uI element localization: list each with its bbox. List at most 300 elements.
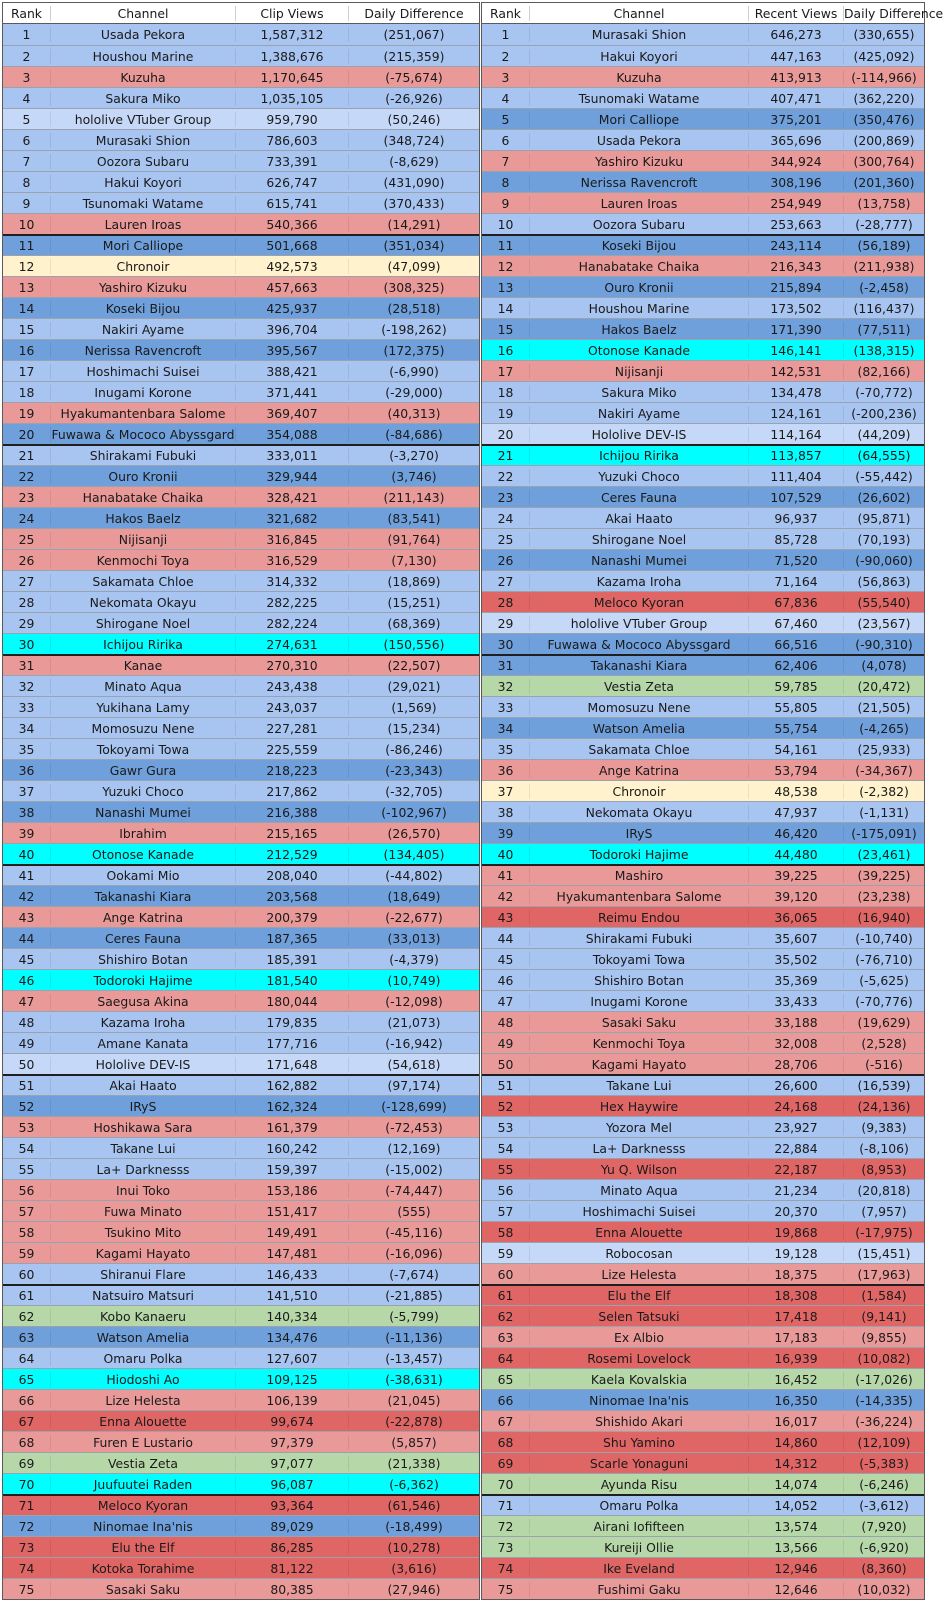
channel-cell: Minato Aqua [50,679,235,694]
views-cell: 733,391 [235,154,348,169]
table-row [3,1368,479,1389]
daily-difference-cell: (-18,499) [348,1519,479,1534]
rank-cell: 28 [18,594,35,610]
rank-cell: 43 [497,909,514,925]
daily-difference-cell: (-75,674) [348,70,479,85]
daily-difference-cell: (348,724) [348,133,479,148]
daily-difference-cell: (18,869) [348,574,479,589]
table-row [3,381,479,402]
rank-cell: 21 [497,448,514,463]
table-row [482,234,924,255]
table-row [482,696,924,717]
channel-cell: Murasaki Shion [529,27,748,42]
rank-cell: 29 [497,615,514,631]
channel-cell: Kenmochi Toya [529,1036,748,1051]
views-cell: 66,516 [748,637,843,652]
views-cell: 185,391 [235,952,348,967]
daily-difference-cell: (7,957) [843,1204,924,1219]
views-cell: 53,794 [748,763,843,778]
views-cell: 62,406 [748,658,843,673]
daily-difference-cell: (-2,382) [843,784,924,799]
channel-cell: Lize Helesta [529,1267,748,1282]
channel-cell: Ex Albio [529,1330,748,1345]
table-row [3,1347,479,1368]
rank-cell: 69 [497,1455,514,1471]
views-cell: 153,186 [235,1183,348,1198]
views-cell: 134,478 [748,385,843,400]
table-row [3,1158,479,1179]
views-cell: 14,860 [748,1435,843,1450]
table-body [3,24,479,1599]
rank-cell: 52 [497,1098,514,1114]
table-row [3,759,479,780]
views-cell: 28,706 [748,1057,843,1072]
table-row [3,402,479,423]
table-row [3,1557,479,1578]
header-rank: Rank [11,5,42,21]
daily-difference-cell: (308,325) [348,280,479,295]
views-cell: 44,480 [748,847,843,862]
daily-difference-cell: (-102,967) [348,805,479,820]
channel-cell: Nakiri Ayame [50,322,235,337]
views-cell: 369,407 [235,406,348,421]
views-cell: 501,668 [235,238,348,253]
views-cell: 179,835 [235,1015,348,1030]
table-row [3,192,479,213]
views-cell: 308,196 [748,175,843,190]
table-row [482,24,924,45]
rank-cell: 59 [497,1245,514,1261]
daily-difference-cell: (5,857) [348,1435,479,1450]
rank-cell: 58 [18,1224,35,1240]
daily-difference-cell: (26,570) [348,826,479,841]
table-row [3,1263,479,1284]
daily-difference-cell: (425,092) [843,49,924,64]
views-cell: 142,531 [748,364,843,379]
rank-cell: 22 [18,468,35,484]
table-row [3,1074,479,1095]
daily-difference-cell: (172,375) [348,343,479,358]
daily-difference-cell: (26,602) [843,490,924,505]
rank-cell: 57 [497,1203,514,1219]
daily-difference-cell: (-23,343) [348,763,479,778]
table-row [482,192,924,213]
table-row [482,45,924,66]
daily-difference-cell: (20,472) [843,679,924,694]
table-row [482,927,924,948]
views-cell: 19,128 [748,1246,843,1261]
daily-difference-cell: (95,871) [843,511,924,526]
channel-cell: Takane Lui [50,1141,235,1156]
daily-difference-cell: (64,555) [843,448,924,463]
rank-cell: 71 [18,1498,35,1513]
table-row [482,885,924,906]
views-cell: 22,187 [748,1162,843,1177]
channel-cell: Yashiro Kizuku [529,154,748,169]
channel-cell: Ange Katrina [529,763,748,778]
daily-difference-cell: (-70,776) [843,994,924,1009]
channel-cell: Kagami Hayato [529,1057,748,1072]
table-row [3,1032,479,1053]
table-row [3,1137,479,1158]
views-cell: 173,502 [748,301,843,316]
rank-cell: 46 [18,972,35,988]
daily-difference-cell: (-175,091) [843,826,924,841]
daily-difference-cell: (39,225) [843,868,924,883]
channel-cell: IRyS [529,826,748,841]
views-cell: 18,375 [748,1267,843,1282]
daily-difference-cell: (17,963) [843,1267,924,1282]
table-row [3,24,479,45]
daily-difference-cell: (-17,026) [843,1372,924,1387]
channel-cell: Shirakami Fubuki [529,931,748,946]
table-row [482,633,924,654]
views-cell: 107,529 [748,490,843,505]
daily-difference-cell: (10,032) [843,1582,924,1597]
daily-difference-cell: (61,546) [348,1498,479,1513]
table-row [482,402,924,423]
daily-difference-cell: (-72,453) [348,1120,479,1135]
daily-difference-cell: (-29,000) [348,385,479,400]
views-cell: 85,728 [748,532,843,547]
rank-cell: 3 [22,69,31,85]
views-cell: 180,044 [235,994,348,1009]
daily-difference-cell: (15,451) [843,1246,924,1261]
rank-cell: 11 [497,238,514,253]
table-row [482,108,924,129]
table-row [3,927,479,948]
views-cell: 36,065 [748,910,843,925]
rank-cell: 53 [18,1119,35,1135]
channel-cell: Yuzuki Choco [50,784,235,799]
table-row [482,1263,924,1284]
channel-cell: Tokoyami Towa [50,742,235,757]
views-cell: 59,785 [748,679,843,694]
channel-cell: Nijisanji [50,532,235,547]
table-row [3,1242,479,1263]
rank-cell: 40 [18,846,35,862]
views-cell: 329,944 [235,469,348,484]
daily-difference-cell: (251,067) [348,27,479,42]
channel-cell: Ceres Fauna [50,931,235,946]
daily-difference-cell: (-38,631) [348,1372,479,1387]
daily-difference-cell: (-1,131) [843,805,924,820]
table-row [482,1410,924,1431]
views-cell: 12,946 [748,1561,843,1576]
table-row [482,675,924,696]
table-row [3,738,479,759]
rank-cell: 10 [18,216,35,232]
channel-cell: Enna Alouette [529,1225,748,1240]
channel-cell: Ookami Mio [50,868,235,883]
views-cell: 26,600 [748,1078,843,1093]
channel-cell: Chronoir [50,259,235,274]
views-cell: 113,857 [748,448,843,463]
table-row [482,423,924,444]
views-cell: 16,939 [748,1351,843,1366]
channel-cell: Airani Iofifteen [529,1519,748,1534]
views-cell: 81,122 [235,1561,348,1576]
views-cell: 55,754 [748,721,843,736]
daily-difference-cell: (24,136) [843,1099,924,1114]
channel-cell: Sakura Miko [50,91,235,106]
views-cell: 371,441 [235,385,348,400]
channel-cell: Ouro Kronii [50,469,235,484]
daily-difference-cell: (40,313) [348,406,479,421]
table-row [482,1284,924,1305]
rank-cell: 37 [497,783,514,799]
rank-cell: 64 [497,1350,514,1366]
table-row [3,1116,479,1137]
rank-cell: 13 [18,279,35,295]
daily-difference-cell: (-3,270) [348,448,479,463]
views-cell: 328,421 [235,490,348,505]
table-row [3,1431,479,1452]
table-row [482,570,924,591]
table-row [482,213,924,234]
daily-difference-cell: (21,045) [348,1393,479,1408]
rank-cell: 17 [18,363,35,379]
rank-cell: 25 [18,531,35,547]
table-row [482,1326,924,1347]
channel-cell: Hakos Baelz [529,322,748,337]
rank-cell: 3 [501,69,510,85]
channel-cell: Hakui Koyori [529,49,748,64]
rank-cell: 69 [18,1455,35,1471]
views-cell: 187,365 [235,931,348,946]
rank-cell: 12 [497,258,514,274]
rank-cell: 25 [497,531,514,547]
daily-difference-cell: (-74,447) [348,1183,479,1198]
daily-difference-cell: (-5,625) [843,973,924,988]
daily-difference-cell: (-32,705) [348,784,479,799]
table-row [3,696,479,717]
views-cell: 203,568 [235,889,348,904]
rank-cell: 47 [497,993,514,1009]
rank-cell: 15 [497,321,514,337]
daily-difference-cell: (-10,740) [843,931,924,946]
views-cell: 321,682 [235,511,348,526]
views-cell: 274,631 [235,637,348,652]
table-row [482,1011,924,1032]
rank-cell: 6 [501,132,510,148]
rank-cell: 1 [501,27,510,42]
daily-difference-cell: (-4,265) [843,721,924,736]
channel-cell: Hoshimachi Suisei [50,364,235,379]
views-cell: 134,476 [235,1330,348,1345]
rank-cell: 33 [18,699,35,715]
channel-cell: Ichijou Ririka [50,637,235,652]
table-row [482,1053,924,1074]
daily-difference-cell: (-90,060) [843,553,924,568]
views-cell: 13,574 [748,1519,843,1534]
table-row [482,1221,924,1242]
views-cell: 171,648 [235,1057,348,1072]
channel-cell: Nijisanji [529,364,748,379]
channel-cell: Robocosan [529,1246,748,1261]
views-cell: 254,949 [748,196,843,211]
channel-cell: Kuzuha [50,70,235,85]
views-cell: 20,370 [748,1204,843,1219]
daily-difference-cell: (15,234) [348,721,479,736]
daily-difference-cell: (3,746) [348,469,479,484]
channel-cell: Nekomata Okayu [50,595,235,610]
channel-cell: Ichijou Ririka [529,448,748,463]
rank-cell: 61 [497,1288,514,1303]
views-cell: 396,704 [235,322,348,337]
table-row [482,87,924,108]
channel-cell: Inui Toko [50,1183,235,1198]
daily-difference-cell: (16,940) [843,910,924,925]
rank-cell: 26 [18,552,35,568]
rank-cell: 73 [18,1539,35,1555]
views-cell: 46,420 [748,826,843,841]
views-cell: 413,913 [748,70,843,85]
views-cell: 200,379 [235,910,348,925]
daily-difference-cell: (-8,106) [843,1141,924,1156]
daily-difference-cell: (22,507) [348,658,479,673]
table-row [482,381,924,402]
views-cell: 181,540 [235,973,348,988]
header-recent-views: Recent Views [748,6,843,21]
channel-cell: Hololive DEV-IS [50,1057,235,1072]
rank-cell: 55 [497,1161,514,1177]
table-row [3,1200,479,1221]
daily-difference-cell: (150,556) [348,637,479,652]
daily-difference-cell: (-15,002) [348,1162,479,1177]
table-row [3,1095,479,1116]
table-header [482,3,943,24]
channel-cell: Ceres Fauna [529,490,748,505]
channel-cell: Minato Aqua [529,1183,748,1198]
views-cell: 14,312 [748,1456,843,1471]
table-row [482,948,924,969]
channel-cell: Enna Alouette [50,1414,235,1429]
rank-cell: 45 [18,951,35,967]
rank-cell: 20 [497,426,514,442]
channel-cell: Hoshikawa Sara [50,1120,235,1135]
channel-cell: Inugami Korone [50,385,235,400]
daily-difference-cell: (77,511) [843,322,924,337]
rank-cell: 10 [497,216,514,232]
channel-cell: Murasaki Shion [50,133,235,148]
views-cell: 243,114 [748,238,843,253]
rank-cell: 16 [497,342,514,358]
channel-cell: Vestia Zeta [529,679,748,694]
daily-difference-cell: (44,209) [843,427,924,442]
rank-cell: 32 [18,678,35,694]
channel-cell: Nerissa Ravencroft [529,175,748,190]
table-row [482,654,924,675]
channel-cell: La+ Darknesss [50,1162,235,1177]
table-row [3,66,479,87]
views-cell: 35,607 [748,931,843,946]
daily-difference-cell: (83,541) [348,511,479,526]
table-row [482,801,924,822]
channel-cell: IRyS [50,1099,235,1114]
channel-cell: Houshou Marine [529,301,748,316]
views-cell: 626,747 [235,175,348,190]
rank-cell: 54 [18,1140,35,1156]
table-row [3,444,479,465]
table-row [482,990,924,1011]
views-cell: 786,603 [235,133,348,148]
daily-difference-cell: (56,863) [843,574,924,589]
table-header [3,3,479,24]
daily-difference-cell: (-128,699) [348,1099,479,1114]
table-row [482,843,924,864]
daily-difference-cell: (-4,379) [348,952,479,967]
table-row [482,1368,924,1389]
views-cell: 21,234 [748,1183,843,1198]
table-row [3,654,479,675]
rank-cell: 37 [18,783,35,799]
rank-cell: 42 [497,888,514,904]
channel-cell: Ibrahim [50,826,235,841]
daily-difference-cell: (-45,116) [348,1225,479,1240]
views-cell: 18,308 [748,1288,843,1303]
views-cell: 89,029 [235,1519,348,1534]
table-row [3,1578,479,1599]
rank-cell: 70 [497,1476,514,1492]
views-cell: 208,040 [235,868,348,883]
rank-cell: 65 [18,1371,35,1387]
daily-difference-cell: (-114,966) [843,70,924,85]
table-row [3,1536,479,1557]
table-row [3,843,479,864]
views-cell: 216,388 [235,805,348,820]
daily-difference-cell: (3,616) [348,1561,479,1576]
channel-cell: Koseki Bijou [529,238,748,253]
views-cell: 67,836 [748,595,843,610]
daily-difference-cell: (23,461) [843,847,924,862]
table-row [482,318,924,339]
channel-cell: Sakamata Chloe [529,742,748,757]
rank-cell: 54 [497,1140,514,1156]
table-row [482,465,924,486]
daily-difference-cell: (-6,246) [843,1477,924,1492]
channel-cell: Ninomae Ina'nis [529,1393,748,1408]
rank-cell: 23 [18,489,35,505]
daily-difference-cell: (15,251) [348,595,479,610]
table-row [3,150,479,171]
rank-cell: 57 [18,1203,35,1219]
table-row [482,1074,924,1095]
channel-cell: Shirogane Noel [529,532,748,547]
channel-cell: Shishiro Botan [50,952,235,967]
channel-cell: Yozora Mel [529,1120,748,1135]
table-row [3,255,479,276]
rank-cell: 27 [18,573,35,589]
rank-cell: 72 [18,1518,35,1534]
daily-difference-cell: (330,655) [843,27,924,42]
channel-cell: Nerissa Ravencroft [50,343,235,358]
views-cell: 243,438 [235,679,348,694]
channel-cell: Koseki Bijou [50,301,235,316]
table-row [3,486,479,507]
table-row [3,1494,479,1515]
rank-cell: 75 [497,1581,514,1597]
clip-views-table [2,2,480,1600]
table-row [3,213,479,234]
views-cell: 316,845 [235,532,348,547]
header-rank: Rank [490,5,521,21]
daily-difference-cell: (211,938) [843,259,924,274]
views-cell: 215,165 [235,826,348,841]
table-row [482,591,924,612]
rank-cell: 29 [18,615,35,631]
views-cell: 67,460 [748,616,843,631]
